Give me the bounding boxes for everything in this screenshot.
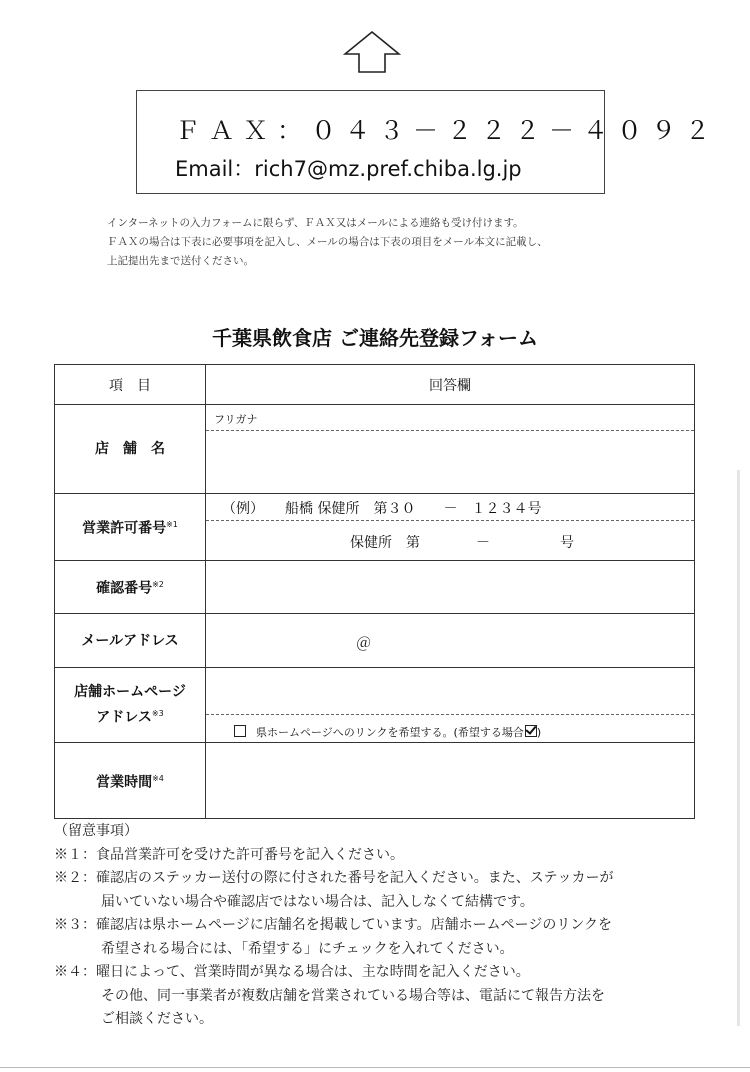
mail-field[interactable] (206, 614, 695, 668)
table-header-row (55, 365, 695, 405)
remark-2: ※２：確認店のステッカー送付の際に付された番号を記入ください。また、ステッカーが (54, 870, 614, 886)
remark-4: ※４：曜日によって、営業時間が異なる場合は、主な時間を記入ください。 (54, 964, 530, 980)
form-title: 千葉県飲食店 ご連絡先登録フォーム (212, 326, 538, 350)
header-answer: 回答欄 (206, 365, 695, 405)
confirm-label: 確認番号$^{※2}$ (55, 561, 206, 614)
submission-note (107, 214, 548, 271)
homepage-row (55, 668, 695, 743)
homepage-divider (206, 714, 694, 715)
store-name-row (55, 405, 695, 494)
furigana-label: フリガナ (214, 413, 258, 426)
permit-example: （例） 船橋 保健所 第３０ － １２３４号 (222, 501, 542, 517)
store-name-field[interactable] (206, 405, 695, 494)
note-line: インターネットの入力フォームに限らず、ＦＡＸ又はメールによる連絡も受け付けます。 (107, 217, 524, 229)
permit-blank: 保健所 第 － 号 (350, 535, 574, 551)
permit-row (55, 494, 695, 561)
up-arrow-icon (343, 30, 401, 74)
remarks-title: （留意事項） (54, 823, 138, 839)
homepage-label: 店舗ホームページ アドレス$^{※3}$ (55, 668, 206, 743)
header-item: 項 目 (55, 365, 206, 405)
permit-divider (206, 520, 694, 521)
scrollbar-track[interactable] (737, 470, 740, 1026)
email-address: Email：rich7@mz.pref.chiba.lg.jp (175, 157, 522, 181)
permit-label: 営業許可番号$^{※1}$ (55, 494, 206, 561)
note-line: 上記提出先まで送付ください。 (107, 255, 254, 267)
remark-1: ※１：食品営業許可を受けた許可番号を記入ください。 (54, 846, 404, 863)
note-line: ＦＡＸの場合は下表に必要事項を記入し、メールの場合は下表の項目をメール本文に記載し、 (107, 236, 548, 248)
remark-3: ※３：確認店は県ホームページに店舗名を掲載しています。店舗ホームページのリンクを (54, 917, 613, 933)
link-request-checkbox[interactable] (234, 725, 246, 737)
fax-number: ＦＡＸ：０４３－２２２－４０９２ (175, 116, 720, 145)
confirm-row (55, 561, 695, 614)
permit-field[interactable] (206, 494, 695, 561)
mail-label: メールアドレス (55, 614, 206, 668)
remark-3-cont: 希望される場合には、「希望する」にチェックを入れてください。 (101, 940, 514, 957)
confirm-field[interactable] (206, 561, 695, 614)
registration-form-table (54, 364, 695, 819)
hours-field[interactable] (206, 743, 695, 819)
hours-row (55, 743, 695, 819)
link-request: 県ホームページへのリンクを希望する。(希望する場合 ) (234, 724, 541, 740)
mail-at-sign: ＠ (356, 634, 372, 652)
contact-box (136, 90, 720, 194)
remark-2-cont: 届いていない場合や確認店ではない場合は、記入しなくて結構です。 (101, 893, 534, 910)
remark-4-cont-2: ご相談ください。 (101, 1011, 213, 1027)
furigana-divider (206, 430, 694, 431)
store-name-label: 店 舗 名 (55, 405, 206, 494)
homepage-field[interactable] (206, 668, 695, 743)
remarks (54, 820, 613, 1032)
checked-box-icon (525, 725, 537, 737)
mail-row (55, 614, 695, 668)
remark-4-cont: その他、同一事業者が複数店舗を営業されている場合等は、電話にて報告方法を (101, 987, 605, 1004)
hours-label: 営業時間$^{※4}$ (55, 743, 206, 819)
page-bottom-divider (0, 1067, 750, 1068)
